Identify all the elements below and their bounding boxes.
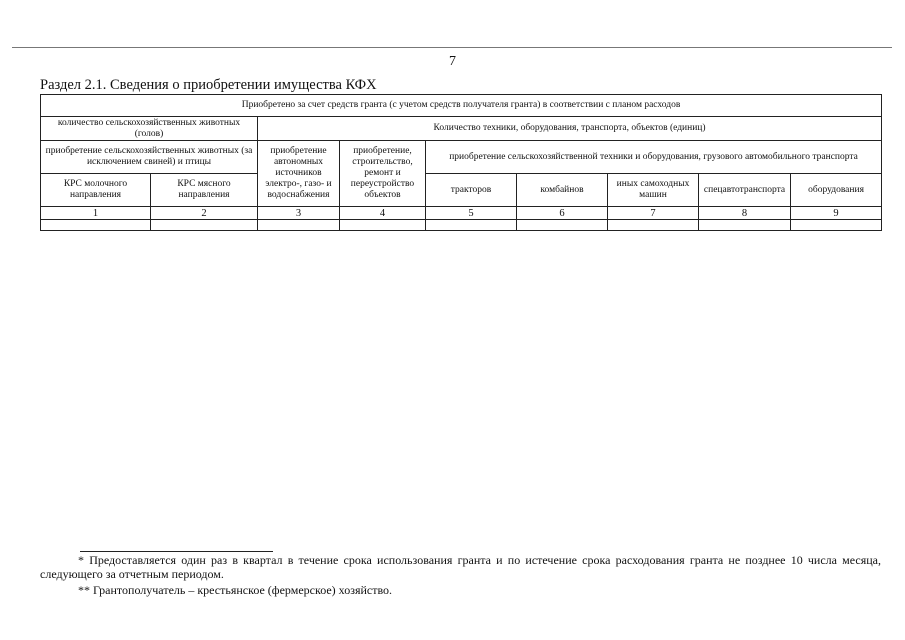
empty-cell — [517, 220, 608, 231]
column-number: 2 — [151, 207, 258, 220]
header-machinery-purchase: приобретение сельскохозяйственной техники и оборудования, грузового автомобильного транспорта — [426, 141, 882, 174]
column-number: 3 — [258, 207, 340, 220]
header-combines: комбайнов — [517, 174, 608, 207]
top-rule — [12, 47, 892, 48]
header-animals-purchase: приобретение сельскохозяйственных животных (за исключением свиней) и птицы — [41, 141, 258, 174]
property-acquisition-table — [40, 94, 882, 231]
page-number: 7 — [449, 54, 456, 69]
header-dairy-cattle: КРС молочного направления — [41, 174, 151, 207]
header-animals-count: количество сельскохозяйственных животных (голов) — [41, 117, 258, 141]
column-number: 9 — [791, 207, 882, 220]
column-number: 6 — [517, 207, 608, 220]
header-grant-funds: Приобретено за счет средств гранта (с учетом средств получателя гранта) в соответствии с планом расходов — [41, 95, 882, 117]
footnote-2: ** Грантополучатель – крестьянское (фермерское) хозяйство. — [78, 583, 393, 597]
section-title: Раздел 2.1. Сведения о приобретении имущества КФХ — [40, 77, 377, 93]
empty-cell — [41, 220, 151, 231]
header-equipment-count: Количество техники, оборудования, транспорта, объектов (единиц) — [258, 117, 882, 141]
empty-cell — [699, 220, 791, 231]
empty-cell — [258, 220, 340, 231]
header-equipment: оборудования — [791, 174, 882, 207]
footnote-separator — [80, 551, 273, 552]
empty-cell — [791, 220, 882, 231]
column-number-row — [41, 207, 882, 220]
column-number: 5 — [426, 207, 517, 220]
header-construction: приобретение, строительство, ремонт и переустройство объектов — [340, 141, 426, 207]
empty-data-row — [41, 220, 882, 231]
column-number: 8 — [699, 207, 791, 220]
header-special-transport: спецавтотранспорта — [699, 174, 791, 207]
header-other-machines: иных самоходных машин — [608, 174, 699, 207]
header-tractors: тракторов — [426, 174, 517, 207]
empty-cell — [608, 220, 699, 231]
header-autonomous-sources: приобретение автономных источников электро-, газо- и водоснабжения — [258, 141, 340, 207]
column-number: 1 — [41, 207, 151, 220]
column-number: 4 — [340, 207, 426, 220]
empty-cell — [426, 220, 517, 231]
footnotes — [40, 551, 881, 597]
footnote-1: * Предоставляется один раз в квартал в течение срока использования гранта и по истечение срока расходования гранта не позднее 10 числа месяца, следующего за отчетным периодом. — [40, 553, 881, 581]
header-beef-cattle: КРС мясного направления — [151, 174, 258, 207]
empty-cell — [151, 220, 258, 231]
empty-cell — [340, 220, 426, 231]
column-number: 7 — [608, 207, 699, 220]
